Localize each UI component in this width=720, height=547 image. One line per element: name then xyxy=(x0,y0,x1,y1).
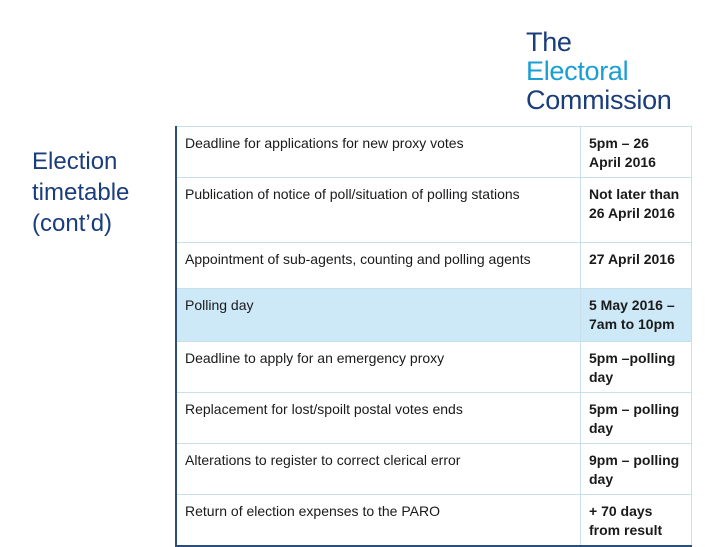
table-row xyxy=(176,243,692,289)
event-cell: Return of election expenses to the PARO xyxy=(176,495,581,547)
election-timetable-table xyxy=(175,126,692,547)
event-cell: Deadline for applications for new proxy votes xyxy=(176,127,581,178)
logo-line-the: The xyxy=(526,27,572,57)
date-cell: Not later than 26 April 2016 xyxy=(581,178,692,243)
date-cell: 5pm – 26 April 2016 xyxy=(581,127,692,178)
logo-line-electoral: Electoral xyxy=(526,56,629,86)
event-cell: Polling day xyxy=(176,289,581,342)
page-title-line-2: timetable xyxy=(32,179,130,206)
date-cell: 27 April 2016 xyxy=(581,243,692,289)
event-cell: Deadline to apply for an emergency proxy xyxy=(176,342,581,393)
table-row xyxy=(176,495,692,547)
event-cell: Alterations to register to correct clerical error xyxy=(176,444,581,495)
date-cell: 9pm – polling day xyxy=(581,444,692,495)
date-cell: 5 May 2016 – 7am to 10pm xyxy=(581,289,692,342)
table-row xyxy=(176,342,692,393)
table-row xyxy=(176,178,692,243)
table-row xyxy=(176,444,692,495)
page-title xyxy=(32,146,129,239)
event-cell: Publication of notice of poll/situation of polling stations xyxy=(176,178,581,243)
electoral-commission-logo xyxy=(526,28,672,115)
date-cell: + 70 days from result xyxy=(581,495,692,547)
table-row xyxy=(176,127,692,178)
page-title-line-3: (cont’d) xyxy=(32,210,113,237)
date-cell: 5pm – polling day xyxy=(581,393,692,444)
event-cell: Appointment of sub-agents, counting and polling agents xyxy=(176,243,581,289)
table-row xyxy=(176,393,692,444)
logo-line-commission: Commission xyxy=(526,85,672,115)
date-cell: 5pm –polling day xyxy=(581,342,692,393)
page-title-line-1: Election xyxy=(32,148,118,175)
table-row-polling-day xyxy=(176,289,692,342)
event-cell: Replacement for lost/spoilt postal votes ends xyxy=(176,393,581,444)
